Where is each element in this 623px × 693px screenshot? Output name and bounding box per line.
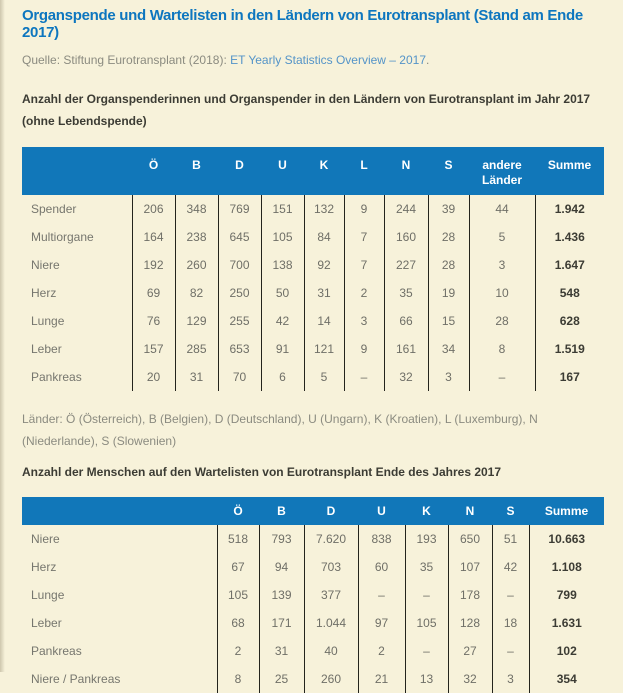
value-cell: 76 [132, 307, 175, 335]
value-cell: 650 [448, 525, 492, 553]
column-header: S [428, 147, 469, 195]
value-cell: 42 [261, 307, 304, 335]
value-cell: 70 [218, 363, 261, 391]
source-line [22, 53, 603, 67]
table-row [22, 581, 604, 609]
value-cell: 28 [469, 307, 535, 335]
column-header: L [344, 147, 384, 195]
column-header: D [218, 147, 261, 195]
sum-cell: 1.436 [535, 223, 604, 251]
value-cell: 27 [448, 637, 492, 665]
value-cell: 160 [384, 223, 428, 251]
value-cell: 66 [384, 307, 428, 335]
value-cell: – [358, 581, 405, 609]
column-header: S [492, 497, 529, 525]
value-cell: 518 [217, 525, 259, 553]
value-cell: – [492, 581, 529, 609]
value-cell: 161 [384, 335, 428, 363]
row-label: Niere [31, 532, 60, 546]
value-cell: 8 [217, 665, 259, 693]
source-prefix: Quelle: Stiftung Eurotransplant (2018): [22, 53, 231, 67]
table-row [22, 525, 604, 553]
table-row [22, 279, 604, 307]
value-cell: 40 [304, 637, 358, 665]
value-cell: 129 [175, 307, 218, 335]
value-cell: 97 [358, 609, 405, 637]
value-cell: 14 [304, 307, 344, 335]
value-cell: 8 [469, 335, 535, 363]
value-cell: – [344, 363, 384, 391]
value-cell: 15 [428, 307, 469, 335]
column-header: N [448, 497, 492, 525]
value-cell: 39 [428, 195, 469, 223]
column-header-empty [22, 147, 132, 195]
value-cell: 139 [259, 581, 304, 609]
value-cell: 645 [218, 223, 261, 251]
value-cell: 2 [217, 637, 259, 665]
source-link[interactable]: ET Yearly Statistics Overview – 2017 [230, 53, 426, 67]
value-cell: 50 [261, 279, 304, 307]
value-cell: 157 [132, 335, 175, 363]
sum-cell: 1.519 [535, 335, 604, 363]
waiting-list-table [22, 497, 604, 693]
table-row [22, 335, 604, 363]
column-header: B [175, 147, 218, 195]
value-cell: 793 [259, 525, 304, 553]
value-cell: 6 [261, 363, 304, 391]
value-cell: 19 [428, 279, 469, 307]
sum-cell: 102 [529, 637, 604, 665]
page-title: Organspende und Wartelisten in den Ländern von Eurotransplant (Stand am Ende 2017) [22, 7, 583, 41]
sum-cell: 10.663 [529, 525, 604, 553]
value-cell: 255 [218, 307, 261, 335]
column-header: K [405, 497, 448, 525]
value-cell: 31 [304, 279, 344, 307]
row-label: Niere / Pankreas [31, 672, 121, 686]
value-cell: 69 [132, 279, 175, 307]
row-label: Leber [31, 342, 62, 356]
value-cell: 5 [469, 223, 535, 251]
value-cell: 105 [405, 609, 448, 637]
table-row [22, 637, 604, 665]
value-cell: 193 [405, 525, 448, 553]
value-cell: – [405, 637, 448, 665]
value-cell: 138 [261, 251, 304, 279]
table-header-row [22, 497, 604, 525]
row-label: Spender [31, 202, 77, 216]
value-cell: 105 [261, 223, 304, 251]
value-cell: 5 [304, 363, 344, 391]
sum-cell: 628 [535, 307, 604, 335]
value-cell: 9 [344, 335, 384, 363]
column-header: Ö [217, 497, 259, 525]
value-cell: 132 [304, 195, 344, 223]
value-cell: 285 [175, 335, 218, 363]
table-row [22, 553, 604, 581]
value-cell: 244 [384, 195, 428, 223]
value-cell: 20 [132, 363, 175, 391]
table-header-row [22, 147, 604, 195]
section-heading-donors: Anzahl der Organspenderinnen und Organspender in den Ländern von Eurotransplant im Jahr 2017 (ohne Lebendspende) [22, 92, 591, 128]
value-cell: 164 [132, 223, 175, 251]
value-cell: 838 [358, 525, 405, 553]
value-cell: 21 [358, 665, 405, 693]
sum-cell: 1.108 [529, 553, 604, 581]
column-header: U [261, 147, 304, 195]
value-cell: 84 [304, 223, 344, 251]
value-cell: 227 [384, 251, 428, 279]
value-cell: 171 [259, 609, 304, 637]
sum-cell: 354 [529, 665, 604, 693]
value-cell: 128 [448, 609, 492, 637]
column-header: andere Länder [469, 147, 535, 195]
column-header: Summe [529, 497, 604, 525]
row-label: Herz [31, 286, 57, 300]
sum-cell: 1.942 [535, 195, 604, 223]
value-cell: 9 [344, 195, 384, 223]
sum-cell: 1.647 [535, 251, 604, 279]
donor-table [22, 147, 604, 391]
column-header: Summe [535, 147, 604, 195]
column-header-empty [22, 497, 217, 525]
value-cell: 68 [217, 609, 259, 637]
value-cell: 238 [175, 223, 218, 251]
value-cell: 105 [217, 581, 259, 609]
value-cell: 700 [218, 251, 261, 279]
column-header: K [304, 147, 344, 195]
value-cell: 192 [132, 251, 175, 279]
value-cell: 31 [175, 363, 218, 391]
column-header: N [384, 147, 428, 195]
source-suffix: . [426, 53, 430, 67]
row-label: Lunge [31, 588, 65, 602]
row-label: Pankreas [31, 644, 82, 658]
column-header: D [304, 497, 358, 525]
row-label: Herz [31, 560, 57, 574]
value-cell: 348 [175, 195, 218, 223]
countries-note: Länder: Ö (Österreich), B (Belgien), D (Deutschland), U (Ungarn), K (Kroatien), L (Luxemburg), N (Niederlande), S (Slowenien) [22, 412, 538, 448]
value-cell: 107 [448, 553, 492, 581]
value-cell: 377 [304, 581, 358, 609]
value-cell: 34 [428, 335, 469, 363]
column-header: B [259, 497, 304, 525]
value-cell: 44 [469, 195, 535, 223]
value-cell: – [405, 581, 448, 609]
value-cell: 653 [218, 335, 261, 363]
table-row [22, 195, 604, 223]
value-cell: 25 [259, 665, 304, 693]
value-cell: 94 [259, 553, 304, 581]
value-cell: 82 [175, 279, 218, 307]
value-cell: 3 [469, 251, 535, 279]
value-cell: 3 [428, 363, 469, 391]
value-cell: 178 [448, 581, 492, 609]
value-cell: 260 [304, 665, 358, 693]
value-cell: – [469, 363, 535, 391]
value-cell: 32 [384, 363, 428, 391]
value-cell: 7 [344, 251, 384, 279]
table-row [22, 223, 604, 251]
value-cell: 260 [175, 251, 218, 279]
value-cell: 51 [492, 525, 529, 553]
value-cell: 2 [344, 279, 384, 307]
value-cell: 67 [217, 553, 259, 581]
table-row [22, 307, 604, 335]
value-cell: 60 [358, 553, 405, 581]
value-cell: 28 [428, 223, 469, 251]
value-cell: 206 [132, 195, 175, 223]
row-label: Leber [31, 616, 62, 630]
value-cell: 3 [344, 307, 384, 335]
row-label: Multiorgane [31, 230, 94, 244]
value-cell: 35 [405, 553, 448, 581]
value-cell: 7 [344, 223, 384, 251]
value-cell: 42 [492, 553, 529, 581]
row-label: Pankreas [31, 370, 82, 384]
table-row [22, 665, 604, 693]
value-cell: 91 [261, 335, 304, 363]
column-header: Ö [132, 147, 175, 195]
value-cell: 2 [358, 637, 405, 665]
value-cell: 703 [304, 553, 358, 581]
value-cell: 7.620 [304, 525, 358, 553]
value-cell: 32 [448, 665, 492, 693]
row-label: Lunge [31, 314, 65, 328]
value-cell: 769 [218, 195, 261, 223]
table-row [22, 609, 604, 637]
value-cell: 92 [304, 251, 344, 279]
value-cell: 250 [218, 279, 261, 307]
value-cell: 28 [428, 251, 469, 279]
sum-cell: 1.631 [529, 609, 604, 637]
section-heading-waitlist: Anzahl der Menschen auf den Wartelisten von Eurotransplant Ende des Jahres 2017 [22, 465, 502, 479]
value-cell: 121 [304, 335, 344, 363]
value-cell: 3 [492, 665, 529, 693]
value-cell: 13 [405, 665, 448, 693]
value-cell: 10 [469, 279, 535, 307]
value-cell: 151 [261, 195, 304, 223]
value-cell: 18 [492, 609, 529, 637]
column-header: U [358, 497, 405, 525]
sum-cell: 548 [535, 279, 604, 307]
value-cell: 31 [259, 637, 304, 665]
sum-cell: 799 [529, 581, 604, 609]
sum-cell: 167 [535, 363, 604, 391]
value-cell: – [492, 637, 529, 665]
table-row [22, 251, 604, 279]
row-label: Niere [31, 258, 60, 272]
table-row [22, 363, 604, 391]
value-cell: 35 [384, 279, 428, 307]
value-cell: 1.044 [304, 609, 358, 637]
